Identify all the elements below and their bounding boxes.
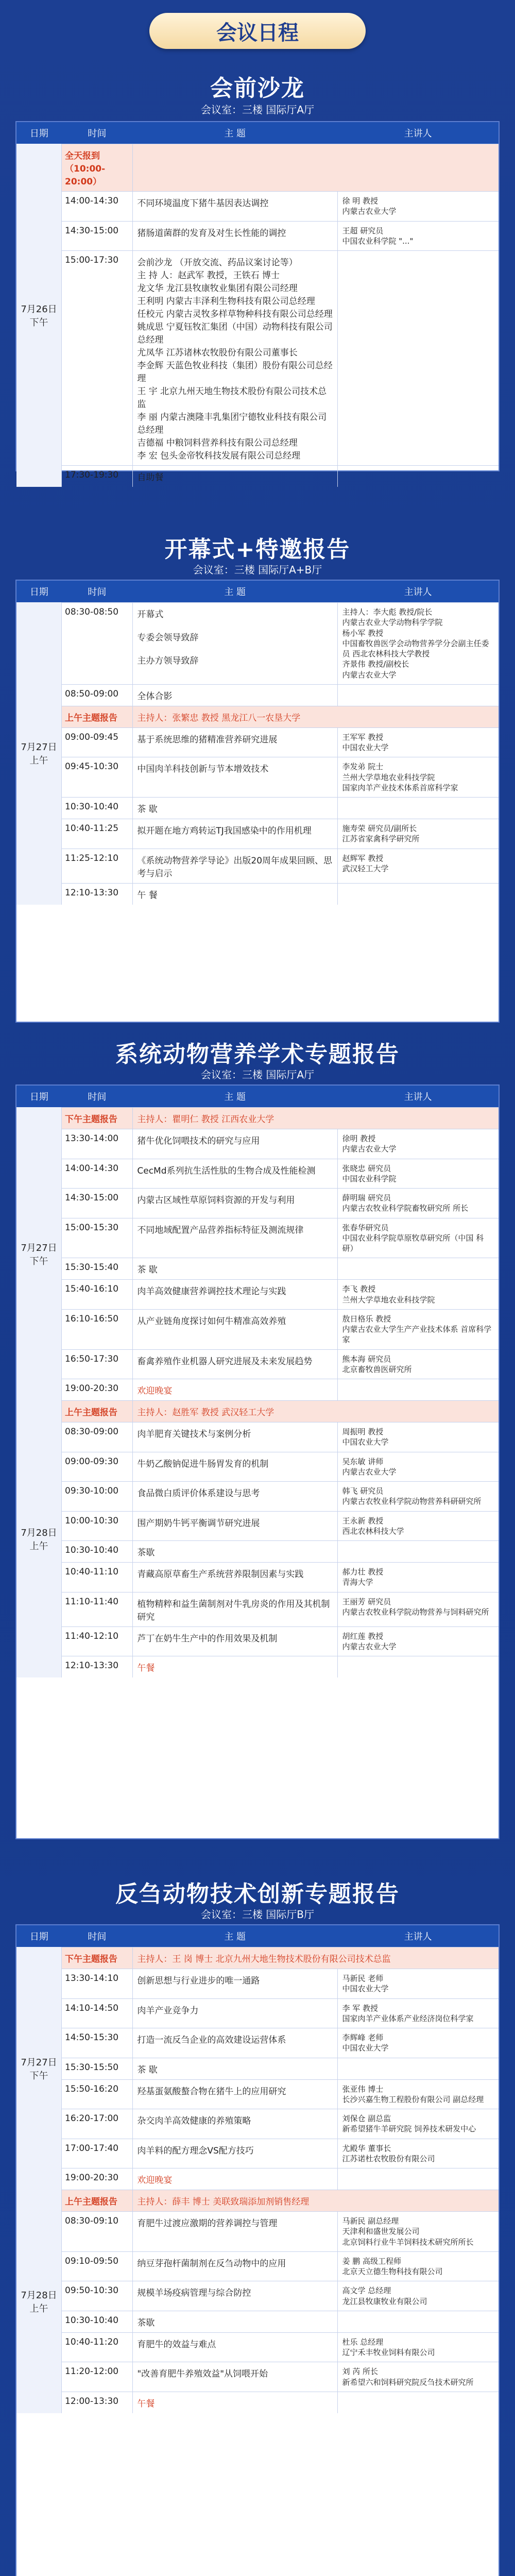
row-speaker: 张亚伟 博士 长沙兴嘉生物工程股份有限公司 副总经理: [337, 2080, 499, 2109]
row-speaker: 施寿荣 研究员/副所长 江苏省家禽科学研究所: [337, 819, 499, 849]
row-time: 10:30-10:40: [65, 1545, 119, 1555]
row-topic: 开幕式 专委会领导致辞 主办方领导致辞: [132, 603, 337, 684]
row-speaker: 周振明 教授 中国农业大学: [337, 1422, 499, 1452]
header-topic: 主 题: [224, 1092, 246, 1103]
day-block: [16, 144, 499, 487]
row-speaker: 王永新 教授 西北农林科技大学: [337, 1512, 499, 1541]
row-speaker: 薛明瑞 研究员 内蒙古农牧业科学院畜牧研究所 所长: [337, 1189, 499, 1218]
row-time: 10:00-10:30: [65, 1515, 119, 1526]
row-topic: "改善育肥牛养殖效益"从饲喂开始: [132, 2362, 337, 2392]
salon-title: 会前沙龙: [210, 75, 305, 101]
row-speaker: [337, 685, 499, 706]
row-speaker: 刘 芮 所长 新希望六和饲料研究院反刍技术研究所: [337, 2362, 499, 2392]
row-topic: 全体合影: [132, 685, 337, 706]
header-date: 日期: [29, 1931, 48, 1942]
table-header: [16, 1086, 499, 1107]
row-time: 19:00-20:30: [65, 1383, 119, 1394]
date-label: 7月26日: [21, 304, 57, 315]
date-cell: [16, 1400, 62, 1677]
row-speaker: 王超 研究员 中国农业科学院 "...": [337, 222, 499, 251]
row-time: 15:30-15:50: [65, 2062, 119, 2073]
table-row: [62, 1218, 499, 1258]
row-time: 09:00-09:30: [65, 1456, 119, 1467]
row-topic: 欢迎晚宴: [132, 2168, 337, 2190]
day-rows: [62, 1400, 499, 1677]
row-speaker: [337, 1258, 499, 1279]
row-topic: 拟开题在地方鸡转运TJ我国感染中的作用机理: [132, 819, 337, 849]
row-speaker: [337, 2058, 499, 2079]
table-row: [62, 1349, 499, 1379]
row-topic: 茶 歇: [132, 2058, 337, 2079]
header-topic: 主 题: [224, 587, 246, 598]
period-label: 上午: [29, 755, 48, 767]
row-speaker: [337, 884, 499, 905]
row-topic: 肉羊高效健康营养调控技术理论与实践: [132, 1280, 337, 1309]
row-speaker: [337, 466, 499, 487]
row-topic: 《系统动物营养学导论》出版20周年成果回顾、思考与启示: [132, 849, 337, 883]
row-time: 14:00-14:30: [65, 1163, 119, 1174]
day-block: [16, 1400, 499, 1677]
day-rows: [62, 1107, 499, 1400]
row-time: 08:30-08:50: [65, 607, 119, 617]
date-label: 7月28日: [21, 2290, 57, 2301]
table-row: [62, 2190, 499, 2211]
row-topic: 育肥牛的效益与难点: [132, 2333, 337, 2362]
row-time: 下午主题报告: [65, 1114, 117, 1125]
row-speaker: 韩飞 研究员 内蒙古农牧业科学院动物营养科研研究所: [337, 1482, 499, 1511]
row-time: 10:30-10:40: [65, 802, 119, 812]
date-cell: [16, 1107, 62, 1400]
date-cell: [16, 2190, 62, 2413]
row-topic: 午餐: [132, 2392, 337, 2413]
row-time: 09:30-10:00: [65, 1486, 119, 1496]
table-row: [62, 144, 499, 191]
row-topic: 不同地域配置产品营养指标特征及测流规律: [132, 1218, 337, 1258]
row-topic: 午餐: [132, 1656, 337, 1677]
table-row: [62, 684, 499, 706]
header-speaker: 主讲人: [404, 1931, 432, 1942]
date-label: 7月28日: [21, 1528, 57, 1538]
day-rows: [62, 144, 499, 487]
row-time: 19:00-20:30: [65, 2173, 119, 2183]
row-topic: CecMd系列抗生活性肽的生物合成及性能检测: [132, 1159, 337, 1189]
row-topic: 羟基蛋氨酸螯合物在猪牛上的应用研究: [132, 2080, 337, 2109]
table-row: [62, 1656, 499, 1677]
row-topic: 茶歇: [132, 2311, 337, 2332]
header-time: 时间: [88, 128, 107, 139]
row-time: 下午主题报告: [65, 1954, 117, 1964]
row-time: 16:10-16:50: [65, 1313, 119, 1324]
row-speaker: 马新民 老师 中国农业大学: [337, 1969, 499, 1998]
table-row: [62, 602, 499, 684]
row-time: 11:10-11:40: [65, 1596, 119, 1607]
table-row: [62, 1159, 499, 1189]
row-time: 12:10-13:30: [65, 1660, 119, 1671]
row-time: 10:30-10:40: [65, 2315, 119, 2326]
table-row: [62, 757, 499, 797]
table-row: [62, 250, 499, 465]
row-time: 08:30-09:00: [65, 1427, 119, 1437]
row-topic: 内蒙古区域性草原饲料资源的开发与利用: [132, 1189, 337, 1218]
row-topic: 不同环境温度下猪牛基因表达调控: [132, 192, 337, 221]
systems-title: 系统动物营养学术专题报告: [115, 1041, 400, 1067]
date-label: 7月27日: [21, 1242, 57, 1253]
table-row: [62, 2058, 499, 2079]
agenda-title: 会议日程: [149, 13, 366, 49]
row-topic: 食品微白质评价体系建设与思考: [132, 1482, 337, 1511]
table-row: [62, 883, 499, 905]
row-speaker: [337, 1541, 499, 1562]
row-speaker: 胡红莲 教授 内蒙古农业大学: [337, 1627, 499, 1656]
row-time: 12:00-13:30: [65, 2396, 119, 2406]
row-host: 主持人：瞿明仁 教授 江西农业大学: [132, 1108, 499, 1129]
row-time: 15:30-15:40: [65, 1262, 119, 1273]
row-topic: 牛奶乙酸钠促进牛肠胃发育的机制: [132, 1452, 337, 1482]
day-block: [16, 1107, 499, 1400]
row-time: 17:30-19:30: [65, 470, 119, 480]
row-time: 10:40-11:20: [65, 2336, 119, 2347]
systems-table: [15, 1084, 500, 1839]
row-speaker: 李飞 教授 兰州大学草地农业科技学院: [337, 1280, 499, 1309]
row-speaker: [337, 2392, 499, 2413]
row-time: 上午主题报告: [65, 713, 117, 723]
row-time: 08:30-09:10: [65, 2216, 119, 2226]
row-topic: 规模羊场疫病管理与综合防控: [132, 2281, 337, 2311]
row-topic: 打造一流反刍企业的高效建设运营体系: [132, 2028, 337, 2058]
period-label: 上午: [29, 2303, 48, 2314]
row-speaker: 李发弟 院士 兰州大学草地农业科技学院 国家肉羊产业技术体系首席科学家: [337, 757, 499, 797]
row-time: 15:00-17:30: [65, 255, 119, 265]
row-speaker: [337, 2168, 499, 2190]
row-speaker: 李 军 教授 国家肉羊产业体系产业经济岗位科学家: [337, 1999, 499, 2028]
date-label: 7月27日: [21, 2057, 57, 2068]
row-speaker: 郝力壮 教授 青海大学: [337, 1563, 499, 1592]
row-topic: 中国肉羊科技创新与节本增效技术: [132, 757, 337, 797]
row-topic: 会前沙龙 （开放交流、药品议案讨论等） 主 持 人：赵武军 教授，王铁石 博士 龙文华 龙江县牧康牧业集团有限公司经理 王利明 内蒙古丰泽利生物科技有限公司总经理 任校元 内蒙古灵牧多样草物种科技有限公司总经理 姚成思 宁夏钰牧汇集团（中国）动物科技有限公司总经理 尤凤华 江苏诸林农牧股份有限公司董事长 李金辉 天蓝色牧业科技（集团）股份有限公司总经理 王 宇 北京九州天地生物技术股份有限公司技术总监 李 丽 内蒙古澳隆丰乳集团宁德牧业科技有限公司总经理 吉德福 中粮饲料营养科技有限公司总经理 李 宏 包头金帝牧科技发展有限公司总经理: [132, 251, 337, 465]
row-speaker: 张春华研究员 中国农业科学院草原牧草研究所（中国 科研）: [337, 1218, 499, 1258]
table-row: [62, 1562, 499, 1592]
row-time: 11:40-12:10: [65, 1631, 119, 1641]
day-rows: [62, 602, 499, 905]
row-time: 13:30-14:10: [65, 1973, 119, 1984]
header-time: 时间: [88, 1931, 107, 1942]
ruminant-venue: 会议室：三楼 国际厅B厅: [200, 1908, 315, 1921]
row-topic: 植物精粹和益生菌制剂对牛乳房炎的作用及其机制研究: [132, 1592, 337, 1626]
date-cell: [16, 144, 62, 487]
row-speaker: [337, 251, 499, 465]
row-host: 主持人：薛丰 博士 美联致瑞添加剂销售经理: [132, 2190, 499, 2211]
row-time: 全天报到（10:00-20:00）: [65, 151, 106, 187]
row-topic: 基于系统思维的猪精准营养研究进展: [132, 728, 337, 757]
table-row: [62, 1947, 499, 1969]
row-time: 14:30-15:00: [65, 225, 119, 236]
period-label: 上午: [29, 1541, 48, 1552]
row-topic: 育肥牛过渡应激期的营养调控与管理: [132, 2212, 337, 2251]
row-speaker: 杜乐 总经理 辽宁禾丰牧业饲料有限公司: [337, 2333, 499, 2362]
table-row: [62, 1422, 499, 1452]
row-topic: 创新思想与行业进步的唯一通路: [132, 1969, 337, 1998]
day-rows: [62, 2190, 499, 2413]
opening-title: 开幕式+特邀报告: [164, 536, 351, 563]
header-speaker: 主讲人: [404, 587, 432, 598]
table-row: [62, 2392, 499, 2413]
table-row: [62, 1969, 499, 1998]
row-topic: 畜禽养殖作业机器人研究进展及未来发展趋势: [132, 1350, 337, 1379]
row-time: 14:30-15:00: [65, 1193, 119, 1203]
row-speaker: 赵辉军 教授 武汉轻工大学: [337, 849, 499, 883]
row-topic: 欢迎晚宴: [132, 1379, 337, 1400]
header-topic: 主 题: [224, 1931, 246, 1942]
table-row: [62, 2139, 499, 2168]
row-topic: 茶 歇: [132, 1258, 337, 1279]
table-row: [62, 2211, 499, 2251]
row-topic: 猪肠道菌群的发育及对生长性能的调控: [132, 222, 337, 251]
row-topic: 肉羊料的配方理念VS配方技巧: [132, 2139, 337, 2168]
header-speaker: 主讲人: [404, 128, 432, 139]
table-row: [62, 1400, 499, 1422]
row-time: 15:00-15:30: [65, 1222, 119, 1233]
row-time: 10:40-11:25: [65, 823, 119, 834]
table-row: [62, 1379, 499, 1400]
row-speaker: [337, 1656, 499, 1677]
period-label: 下午: [29, 1256, 48, 1267]
header-time: 时间: [88, 1092, 107, 1103]
row-host: 主持人：张繁忠 教授 黑龙江八一农垦大学: [132, 706, 499, 727]
row-speaker: 徐 明 教授 内蒙古农业大学: [337, 192, 499, 221]
row-topic: 茶 歇: [132, 798, 337, 819]
row-time: 09:45-10:30: [65, 761, 119, 772]
table-row: [62, 465, 499, 487]
table-row: [62, 1279, 499, 1309]
date-label: 7月27日: [21, 742, 57, 753]
row-topic: 杂交肉羊高效健康的养殖策略: [132, 2109, 337, 2139]
row-time: 11:20-12:00: [65, 2366, 119, 2377]
row-topic: 肉羊产业竞争力: [132, 1999, 337, 2028]
row-topic: 青藏高原草畜生产系统营养限制因素与实践: [132, 1563, 337, 1592]
table-row: [62, 706, 499, 727]
row-time: 09:00-09:45: [65, 732, 119, 742]
row-time: 15:50-16:20: [65, 2083, 119, 2094]
table-row: [62, 1129, 499, 1159]
row-speaker: 王丽芳 研究员 内蒙古农牧业科学院动物营养与饲料研究所: [337, 1592, 499, 1626]
header-date: 日期: [29, 128, 48, 139]
table-row: [62, 1452, 499, 1482]
row-time: 16:20-17:00: [65, 2113, 119, 2124]
salon-venue: 会议室：三楼 国际厅A厅: [200, 104, 315, 116]
table-header: [16, 581, 499, 602]
row-speaker: [337, 2311, 499, 2332]
header-date: 日期: [29, 587, 48, 598]
row-speaker: 姜 鹏 高级工程师 北京天立德生物科技有限公司: [337, 2252, 499, 2281]
table-row: [62, 1540, 499, 1562]
row-topic: 芦丁在奶牛生产中的作用效果及机制: [132, 1627, 337, 1656]
row-time: 08:50-09:00: [65, 688, 119, 699]
table-row: [62, 1258, 499, 1279]
opening-table: [15, 580, 500, 1023]
row-speaker: [337, 798, 499, 819]
row-speaker: 徐明 教授 内蒙古农业大学: [337, 1129, 499, 1159]
period-label: 下午: [29, 317, 48, 328]
row-topic: 午 餐: [132, 884, 337, 905]
row-speaker: 高文学 总经理 龙江县牧康牧业有限公司: [337, 2281, 499, 2311]
row-speaker: 主持人：李大彪 教授/院长 内蒙古农业大学动物科学学院 杨小军 教授 中国畜牧兽医学会动物营养学分会副主任委员 西北农林科技大学教授 齐景伟 教授/副校长 内蒙古农业大学: [337, 603, 499, 684]
table-row: [62, 2251, 499, 2281]
date-cell: [16, 1947, 62, 2190]
table-row: [62, 1626, 499, 1656]
table-row: [62, 1188, 499, 1218]
table-row: [62, 2079, 499, 2109]
row-topic: 围产期奶牛钙平衡调节研究进展: [132, 1512, 337, 1541]
table-row: [62, 727, 499, 757]
table-row: [62, 1511, 499, 1541]
row-speaker: 熊本海 研究员 北京畜牧兽医研究所: [337, 1350, 499, 1379]
table-row: [62, 1107, 499, 1129]
row-topic: 肉羊肥育关键技术与案例分析: [132, 1422, 337, 1452]
day-block: [16, 602, 499, 905]
row-speaker: 尤殿华 董事长 江苏诺杜农牧股份有限公司: [337, 2139, 499, 2168]
row-time: 15:40-16:10: [65, 1284, 119, 1295]
systems-venue: 会议室：三楼 国际厅A厅: [200, 1069, 315, 1081]
row-time: 12:10-13:30: [65, 887, 119, 898]
header-date: 日期: [29, 1092, 48, 1103]
row-speaker: [337, 1379, 499, 1400]
day-rows: [62, 1947, 499, 2190]
table-row: [62, 1998, 499, 2028]
table-row: [62, 1309, 499, 1349]
table-row: [62, 2028, 499, 2058]
ruminant-table: [15, 1924, 500, 2576]
table-row: [62, 2311, 499, 2332]
header-speaker: 主讲人: [404, 1092, 432, 1103]
row-topic: 茶歇: [132, 1541, 337, 1562]
row-speaker: 马新民 副总经理 天津利和盛世发展公司 北京饲料行业牛羊饲料技术研究所所长: [337, 2212, 499, 2251]
table-row: [62, 2109, 499, 2139]
row-speaker: 王军军 教授 中国农业大学: [337, 728, 499, 757]
table-row: [62, 191, 499, 221]
row-topic: 自助餐: [132, 466, 337, 487]
table-row: [62, 2281, 499, 2311]
row-speaker: 李辉峰 老师 中国农业大学: [337, 2028, 499, 2058]
opening-venue: 会议室：三楼 国际厅A+B厅: [193, 564, 322, 576]
row-time: 17:00-17:40: [65, 2143, 119, 2154]
table-row: [62, 797, 499, 819]
row-host: [132, 144, 499, 191]
row-speaker: 刘保仓 副总监 新希望猪牛羊研究院 饲养技术研发中心: [337, 2109, 499, 2139]
row-speaker: 张晓忠 研究员 中国农业科学院: [337, 1159, 499, 1189]
table-row: [62, 1592, 499, 1626]
row-time: 14:50-15:30: [65, 2032, 119, 2043]
row-time: 13:30-14:00: [65, 1133, 119, 1144]
day-block: [16, 2190, 499, 2413]
table-row: [62, 849, 499, 883]
period-label: 下午: [29, 2070, 48, 2081]
row-topic: 纳豆芽孢杆菌制剂在反刍动物中的应用: [132, 2252, 337, 2281]
ruminant-title: 反刍动物技术创新专题报告: [115, 1881, 400, 1907]
row-topic: 从产业链角度探讨如何牛精准高效养殖: [132, 1310, 337, 1349]
row-time: 11:25-12:10: [65, 853, 119, 863]
table-row: [62, 819, 499, 849]
row-time: 09:50-10:30: [65, 2285, 119, 2296]
header-time: 时间: [88, 587, 107, 598]
row-time: 14:00-14:30: [65, 196, 119, 206]
row-time: 上午主题报告: [65, 2197, 117, 2207]
header-topic: 主 题: [224, 128, 246, 139]
row-time: 上午主题报告: [65, 1408, 117, 1418]
row-time: 10:40-11:10: [65, 1567, 119, 1577]
table-header: [16, 122, 499, 144]
table-row: [62, 2362, 499, 2392]
table-row: [62, 2332, 499, 2362]
day-block: [16, 1947, 499, 2190]
row-host: 主持人：赵胜军 教授 武汉轻工大学: [132, 1401, 499, 1422]
table-row: [62, 1481, 499, 1511]
row-time: 14:10-14:50: [65, 2003, 119, 2013]
row-host: 主持人：王 岗 博士 北京九州大地生物技术股份有限公司技术总监: [132, 1947, 499, 1969]
row-topic: 猪牛优化饲喂技术的研究与应用: [132, 1129, 337, 1159]
table-row: [62, 221, 499, 251]
row-speaker: 敖日格乐 教授 内蒙古农业大学生产产业技术体系 首席科学家: [337, 1310, 499, 1349]
table-header: [16, 1925, 499, 1947]
salon-table: [15, 121, 500, 483]
row-speaker: 吴东敏 讲师 内蒙古农业大学: [337, 1452, 499, 1482]
table-row: [62, 2168, 499, 2190]
row-time: 16:50-17:30: [65, 1353, 119, 1364]
row-time: 09:10-09:50: [65, 2256, 119, 2266]
date-cell: [16, 602, 62, 905]
